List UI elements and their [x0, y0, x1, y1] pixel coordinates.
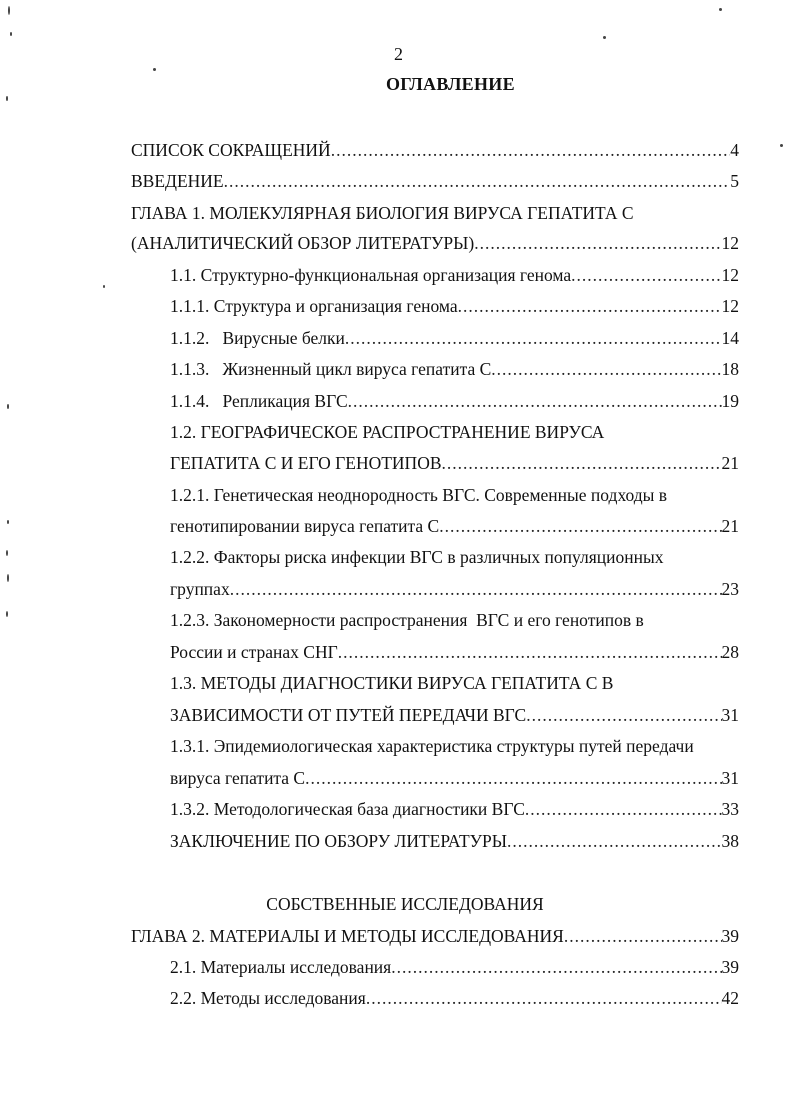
leader-dots: [391, 955, 721, 979]
toc-entry-title: ГЕПАТИТА С И ЕГО ГЕНОТИПОВ: [170, 453, 442, 473]
toc-entry-1-1-4[interactable]: [170, 389, 739, 413]
section-heading: [0, 892, 797, 916]
page-number: 2: [394, 44, 403, 64]
toc-entry-introduction[interactable]: [131, 169, 739, 193]
toc-entry-title: 1.1.3. Жизненный цикл вируса гепатита С: [170, 359, 492, 379]
toc-entry-1-3-2[interactable]: [170, 797, 739, 821]
leader-dots: [507, 829, 721, 853]
toc-entry-title: (АНАЛИТИЧЕСКИЙ ОБЗОР ЛИТЕРАТУРЫ): [131, 233, 475, 253]
scan-mark: [153, 68, 156, 71]
toc-entry-title: генотипировании вируса гепатита С: [170, 516, 440, 536]
leader-dots: [526, 703, 721, 727]
toc-entry-conclusion[interactable]: [170, 829, 739, 853]
scan-mark: [6, 96, 8, 101]
toc-entry-page: 21: [721, 453, 739, 473]
toc-entry-page: 19: [721, 391, 739, 411]
toc-entry-title: ВВЕДЕНИЕ: [131, 171, 224, 191]
scan-mark: [8, 6, 10, 15]
toc-entry-page: 21: [721, 516, 739, 536]
toc-entry-page: 38: [721, 831, 739, 851]
leader-dots: [474, 231, 721, 255]
leader-dots: [442, 451, 722, 475]
toc-entry-1-3-1-line1: 1.3.1. Эпидемиологическая характеристика структуры путей передачи: [170, 736, 694, 756]
toc-entry-chapter1-line1: ГЛАВА 1. МОЛЕКУЛЯРНАЯ БИОЛОГИЯ ВИРУСА ГЕПАТИТА С: [131, 203, 634, 223]
toc-entry-1-2-3[interactable]: [170, 640, 739, 664]
scan-mark: [780, 144, 783, 147]
section-heading-text: СОБСТВЕННЫЕ ИССЛЕДОВАНИЯ: [266, 894, 544, 914]
toc-entry-1-1[interactable]: [170, 263, 739, 287]
toc-entry-2-2[interactable]: [170, 986, 739, 1010]
toc-entry-page: 5: [730, 171, 739, 191]
scan-mark: [7, 404, 9, 409]
toc-entry-page: 23: [721, 579, 739, 599]
toc-entry-1-2-2-line1: 1.2.2. Факторы риска инфекции ВГС в различных популяционных: [170, 547, 664, 567]
toc-entry-1-1-2[interactable]: [170, 326, 739, 350]
toc-entry-page: 42: [721, 988, 739, 1008]
toc-entry-1-1-3[interactable]: [170, 357, 739, 381]
toc-entry-title: 1.1.4. Репликация ВГС: [170, 391, 348, 411]
toc-entry-page: 14: [721, 328, 739, 348]
leader-dots: [348, 389, 722, 413]
toc-entry-1-2-1[interactable]: [170, 514, 739, 538]
toc-entry-title: ЗАВИСИМОСТИ ОТ ПУТЕЙ ПЕРЕДАЧИ ВГС: [170, 705, 527, 725]
scan-mark: [603, 36, 606, 39]
toc-entry-title: 2.1. Материалы исследования: [170, 957, 392, 977]
toc-entry-2-1[interactable]: [170, 955, 739, 979]
toc-entry-page: 39: [721, 926, 739, 946]
toc-entry-page: 28: [721, 642, 739, 662]
toc-entry-title: ЗАКЛЮЧЕНИЕ ПО ОБЗОРУ ЛИТЕРАТУРЫ: [170, 831, 508, 851]
toc-entry-page: 12: [721, 233, 739, 253]
toc-entry-title: вируса гепатита С: [170, 768, 306, 788]
toc-entry-title: 2.2. Методы исследования: [170, 988, 366, 1008]
toc-entry-title: ГЛАВА 2. МАТЕРИАЛЫ И МЕТОДЫ ИССЛЕДОВАНИЯ: [131, 926, 564, 946]
toc-entry-page: 12: [721, 265, 739, 285]
toc-entry-1-2-2[interactable]: [170, 577, 739, 601]
leader-dots: [345, 326, 722, 350]
leader-dots: [525, 797, 722, 821]
toc-entry-title: 1.3.2. Методологическая база диагностики ВГС: [170, 799, 525, 819]
toc-entry-title: группах: [170, 579, 230, 599]
toc-entry-page: 31: [721, 705, 739, 725]
toc-entry-title: России и странах СНГ: [170, 642, 338, 662]
leader-dots: [366, 986, 722, 1010]
leader-dots: [230, 577, 722, 601]
toc-entry-1-2-3-line1: [170, 608, 644, 632]
toc-entry-1-1-1[interactable]: [170, 294, 739, 318]
toc-entry-abbreviations[interactable]: [131, 138, 739, 162]
toc-entry-title: 1.1.1. Структура и организация генома: [170, 296, 458, 316]
toc-entry-chapter1[interactable]: [131, 231, 739, 255]
scan-mark: [103, 285, 105, 288]
leader-dots: [564, 924, 722, 948]
toc-entry-page: 39: [721, 957, 739, 977]
toc-entry-page: 33: [721, 799, 739, 819]
toc-entry-page: 12: [721, 296, 739, 316]
toc-entry-chapter2[interactable]: [131, 924, 739, 948]
scan-mark: [7, 574, 9, 582]
leader-dots: [338, 640, 722, 664]
toc-entry-1-2[interactable]: [170, 451, 739, 475]
leader-dots: [305, 766, 721, 790]
toc-entry-page: 18: [721, 359, 739, 379]
toc-entry-page: 4: [730, 140, 739, 160]
scan-mark: [10, 32, 12, 36]
scan-mark: [7, 520, 9, 524]
toc-entry-title: СПИСОК СОКРАЩЕНИЙ: [131, 140, 331, 160]
scan-mark: [6, 611, 8, 617]
toc-entry-1-2-line1: 1.2. ГЕОГРАФИЧЕСКОЕ РАСПРОСТРАНЕНИЕ ВИРУСА: [170, 422, 605, 442]
toc-entry-page: 31: [721, 768, 739, 788]
toc-entry-title-line1: 1.2.3. Закономерности распространения ВГС и его генотипов в: [170, 610, 644, 630]
toc-entry-title: 1.1.2. Вирусные белки: [170, 328, 345, 348]
scan-mark: [6, 550, 8, 556]
toc-entry-1-3[interactable]: [170, 703, 739, 727]
leader-dots: [439, 514, 721, 538]
leader-dots: [491, 357, 721, 381]
leader-dots: [458, 294, 722, 318]
leader-dots: [571, 263, 721, 287]
scan-mark: [719, 8, 722, 11]
leader-dots: [331, 138, 731, 162]
toc-title: ОГЛАВЛЕНИЕ: [386, 74, 515, 94]
toc-entry-1-3-1[interactable]: [170, 766, 739, 790]
toc-entry-1-2-1-line1: 1.2.1. Генетическая неоднородность ВГС. Современные подходы в: [170, 485, 668, 505]
leader-dots: [224, 169, 731, 193]
toc-entry-1-3-line1: 1.3. МЕТОДЫ ДИАГНОСТИКИ ВИРУСА ГЕПАТИТА С В: [170, 673, 614, 693]
toc-entry-title: 1.1. Структурно-функциональная организация генома: [170, 265, 572, 285]
